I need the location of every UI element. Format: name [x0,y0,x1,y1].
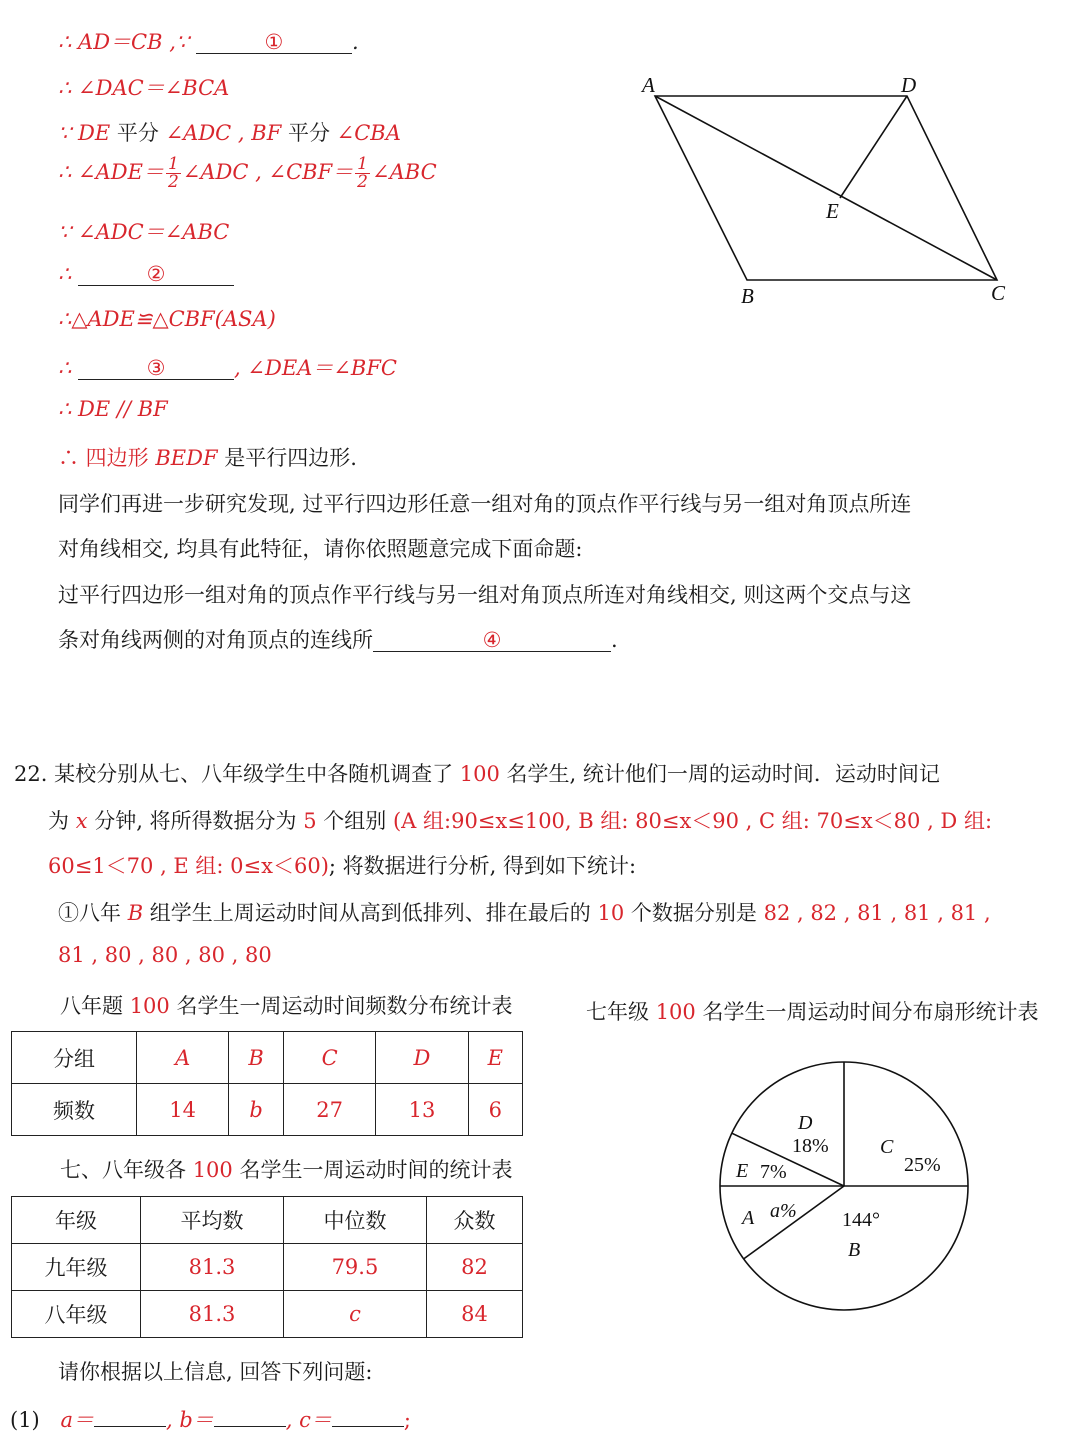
answer-blank-2[interactable]: ② [78,263,234,286]
proof-line-10 [58,442,357,472]
proof-text: 平分 [287,121,337,145]
answer-label-c: , c＝ [285,1408,332,1432]
caption-text: 100 [655,1000,696,1024]
answer-blank-b[interactable] [214,1426,286,1427]
caption-text: 八年题 [60,994,130,1018]
table-cell: 13 [376,1084,468,1136]
caption-text: 100 [192,1158,233,1182]
freq-table [11,1031,523,1136]
vertex-label-a: A [642,73,655,97]
q22-text: 个组别 [316,809,393,833]
proof-text: ∴ [58,356,79,380]
period: . [611,628,618,652]
table-cell: 82 [426,1244,522,1291]
q22-text: B [127,901,144,925]
semicolon: ; [403,1408,411,1432]
proof-text: ∴ 四边形 [58,446,156,470]
slice-value-c: 25% [904,1154,941,1176]
table-row [12,1084,523,1136]
table-cell: 平均数 [141,1197,284,1244]
caption-text: 名学生一周运动时间分布扇形统计表 [695,1000,1039,1024]
q22-text: 个数据分别是 [624,901,764,925]
table-header-row [12,1032,523,1084]
table-cell: 14 [137,1084,229,1136]
q22-line-2 [48,805,992,835]
proof-text: ∠ADC , ∠CBF＝ [182,160,354,184]
table-cell: B [229,1032,284,1084]
q22-text: 10 [597,901,625,925]
proof-line-1 [58,26,359,56]
q22-text: x [75,809,88,833]
q22-text: 为 [48,809,76,833]
q22-text: 100 [459,762,500,786]
frac-den: 2 [357,172,368,192]
proof-line-6 [58,262,234,286]
caption-text: 100 [129,994,170,1018]
answer-blank-4[interactable]: ④ [373,629,611,652]
q22-line-4 [58,897,991,927]
pie-chart-title [586,996,1038,1026]
study-text-3: 过平行四边形一组对角的顶点作平行线与另一组对角顶点所连对角线相交, 则这两个交点与这 [58,583,912,607]
study-text-1: 同学们再进一步研究发现, 过平行四边形任意一组对角的顶点作平行线与另一组对角顶点所连 [58,492,912,516]
table-cell: 6 [468,1084,522,1136]
proof-line-9: ∴ DE // BF [58,397,168,421]
proof-text: ∴ [58,262,79,286]
vertex-label-c: C [991,281,1006,305]
q22-text: 82 , 82 , 81 , 81 , 81 , [763,901,991,925]
proof-text: ∠ADC , BF [165,121,288,145]
caption-text: 名学生一周运动时间频数分布统计表 [169,994,513,1018]
answer-label-a: a＝ [60,1408,94,1432]
proof-text: 是平行四边形. [217,446,357,470]
table-cell: 81.3 [141,1244,284,1291]
table-cell: 频数 [12,1084,137,1136]
frac-num: 1 [357,154,368,174]
slice-label-d: D [798,1112,813,1134]
q22-text: 组学生上周运动时间从高到低排列、排在最后的 [143,901,598,925]
frac-num: 1 [167,154,179,174]
vertex-label-e: E [826,199,839,223]
table-header-row [12,1197,523,1244]
parallelogram-figure [630,70,1030,320]
proof-line-5: ∵ ∠ADC＝∠ABC [58,220,230,244]
proof-text: 条对角线两侧的对角顶点的连线所 [58,628,373,652]
q22-text: 5 [303,809,317,833]
table-cell: b [229,1084,284,1136]
slice-label-e: E [736,1160,749,1182]
slice-value-b: 144° [842,1209,880,1231]
table-cell: C [284,1032,376,1084]
table-cell: c [283,1291,426,1338]
pie-chart [716,1060,974,1316]
q22-text: ; 将数据进行分析, 得到如下统计: [328,854,637,878]
question-number: (1) [10,1408,40,1432]
answer-blank-c[interactable] [332,1426,404,1427]
q22-line-1 [14,758,940,788]
slice-value-e: 7% [760,1161,787,1183]
table-cell: A [137,1032,229,1084]
period: . [351,30,359,54]
slice-label-b: B [848,1239,861,1261]
proof-line-4 [58,156,437,191]
caption-text: 七年级 [586,1000,656,1024]
proof-text: ∵ DE [58,121,117,145]
q22-text: 名学生, 统计他们一周的运动时间．运动时间记 [499,762,940,786]
answer-blank-a[interactable] [94,1426,166,1427]
table-cell: 84 [426,1291,522,1338]
proof-line-8 [58,352,397,382]
answer-blank-3[interactable]: ③ [78,357,234,380]
proof-text: ∠CBA [336,121,401,145]
fraction-half [355,156,370,191]
proof-text: 平分 [116,121,166,145]
q22-line-5: 81 , 80 , 80 , 80 , 80 [58,943,272,967]
answer-blank-1[interactable]: ① [196,31,352,54]
table-cell: D [376,1032,468,1084]
caption-text: 名学生一周运动时间的统计表 [232,1158,513,1182]
q22-text: 22. 某校分别从七、八年级学生中各随机调查了 [14,762,460,786]
answer-label-b: , b＝ [165,1408,214,1432]
table-cell: 众数 [426,1197,522,1244]
table-cell: 年级 [12,1197,141,1244]
caption-text: 七、八年级各 [60,1158,193,1182]
table-row [12,1244,523,1291]
q22-text: 分钟, 将所得数据分为 [87,809,304,833]
slice-value-a: a% [770,1200,797,1222]
stats-table-caption [60,1154,512,1184]
table-cell: 27 [284,1084,376,1136]
q22-line-3 [48,850,636,880]
vertex-label-b: B [741,284,754,308]
fraction-half [166,156,181,191]
slice-value-d: 18% [792,1135,829,1157]
q22-text: ①八年 [58,901,128,925]
vertex-label-d: D [901,73,917,97]
questions-intro: 请你根据以上信息, 回答下列问题: [58,1360,373,1384]
table-row [12,1291,523,1338]
table-cell: 中位数 [283,1197,426,1244]
proof-line-2: ∴ ∠DAC＝∠BCA [58,76,230,100]
proof-text: ∴ AD＝CB ,∵ [58,30,196,54]
slice-label-c: C [880,1136,894,1158]
table-cell: 分组 [12,1032,137,1084]
question-1 [10,1404,411,1434]
pie-slice-boundary [744,1186,844,1259]
stats-table [11,1196,523,1338]
q22-text: 60≤1＜70 , E 组: 0≤x＜60) [48,854,329,878]
freq-table-caption [60,990,512,1020]
proof-text: , ∠DEA＝∠BFC [234,356,397,380]
q22-text: (A 组:90≤x≤100, B 组: 80≤x＜90 , C 组: 70≤x＜80 , D 组: [392,809,993,833]
slice-label-a: A [742,1207,755,1229]
table-cell: 八年级 [12,1291,141,1338]
study-text-4 [58,624,618,654]
proof-line-7: ∴△ADE≌△CBF(ASA) [58,307,276,331]
proof-text: BEDF [155,446,218,470]
proof-line-3 [58,117,401,147]
frac-den: 2 [167,172,179,192]
table-cell: 九年级 [12,1244,141,1291]
study-text-2: 对角线相交, 均具有此特征，请你依照题意完成下面命题: [58,537,583,561]
table-cell: E [468,1032,522,1084]
proof-text: ∠ABC [371,160,437,184]
table-cell: 79.5 [283,1244,426,1291]
proof-text: ∴ ∠ADE＝ [58,160,164,184]
table-cell: 81.3 [141,1291,284,1338]
